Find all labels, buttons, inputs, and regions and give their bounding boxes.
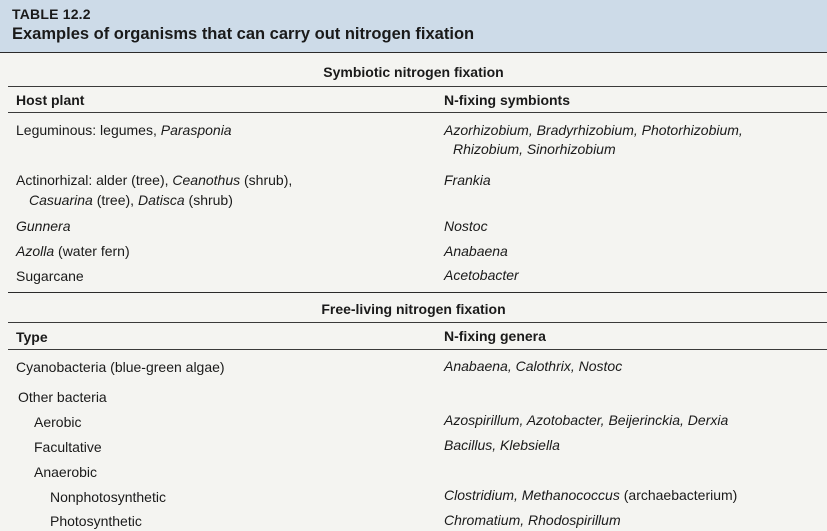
table-title: Examples of organisms that can carry out nitrogen fixation (12, 25, 475, 43)
host-cell-sugarcane: Sugarcane (16, 268, 84, 284)
host-cell-actinorhizal-2 (29, 190, 233, 210)
symbiont-cell-actinorhizal: Frankia (444, 172, 491, 188)
free-living-heading: Free-living nitrogen fixation (321, 301, 506, 317)
symbiont-cell-legumes-1: Azorhizobium, Bradyrhizobium, Photorhizobium, (444, 122, 743, 138)
genera-cell-nonphotosynthetic (444, 485, 737, 505)
rule-free-cols (8, 349, 827, 350)
host-cell-gunnera: Gunnera (16, 218, 71, 234)
genera-cell-aerobic: Azospirillum, Azotobacter, Beijerinckia, Derxia (444, 412, 729, 428)
host-cell-actinorhizal-1 (16, 170, 292, 190)
genera-cell-photosynthetic: Chromatium, Rhodospirillum (444, 512, 621, 528)
col-head-type: Type (16, 329, 48, 345)
symbiont-cell-legumes-2: Rhizobium, Sinorhizobium (453, 141, 616, 157)
rule-free-top (8, 322, 827, 323)
type-cell-nonphotosynthetic: Nonphotosynthetic (50, 489, 166, 505)
italic-text-run: Parasponia (160, 122, 232, 138)
col-head-host-plant: Host plant (16, 92, 85, 108)
italic-text-run: Clostridium, Methanococcus (444, 487, 620, 503)
italic-text-run: Casuarina (29, 192, 93, 208)
text-run: (water fern) (54, 243, 130, 259)
type-cell-photosynthetic: Photosynthetic (50, 513, 142, 529)
table-header (0, 0, 827, 53)
text-run: Actinorhizal: alder (tree), (16, 172, 173, 188)
rule-section-divider (8, 292, 827, 293)
symbiotic-heading: Symbiotic nitrogen fixation (323, 64, 504, 80)
type-cell-anaerobic: Anaerobic (34, 464, 98, 480)
host-cell-legumes (16, 120, 232, 140)
italic-text-run: Datisca (137, 192, 185, 208)
rule-symbiotic-top (8, 86, 827, 87)
italic-text-run: Azolla (16, 243, 55, 259)
symbiont-cell-gunnera: Nostoc (444, 218, 488, 234)
type-cell-cyanobacteria: Cyanobacteria (blue-green algae) (16, 359, 225, 375)
col-head-symbionts: N-fixing symbionts (444, 92, 571, 108)
text-run: (shrub) (184, 192, 233, 208)
genera-cell-facultative: Bacillus, Klebsiella (444, 437, 560, 453)
italic-text-run: Ceanothus (172, 172, 241, 188)
type-cell-aerobic: Aerobic (34, 414, 82, 430)
text-run: (shrub), (240, 172, 293, 188)
table-label: TABLE 12.2 (12, 6, 91, 22)
col-head-genera: N-fixing genera (444, 328, 546, 344)
symbiont-cell-sugarcane: Acetobacter (444, 267, 519, 283)
type-cell-other-bacteria: Other bacteria (18, 389, 107, 405)
type-cell-facultative: Facultative (34, 439, 102, 455)
text-run: Leguminous: legumes, (16, 122, 161, 138)
text-run: (archaebacterium) (619, 487, 738, 503)
text-run: (tree), (92, 192, 138, 208)
genera-cell-cyanobacteria: Anabaena, Calothrix, Nostoc (444, 358, 623, 374)
host-cell-azolla (16, 241, 130, 261)
rule-symbiotic-cols (8, 112, 827, 113)
symbiont-cell-azolla: Anabaena (444, 243, 508, 259)
